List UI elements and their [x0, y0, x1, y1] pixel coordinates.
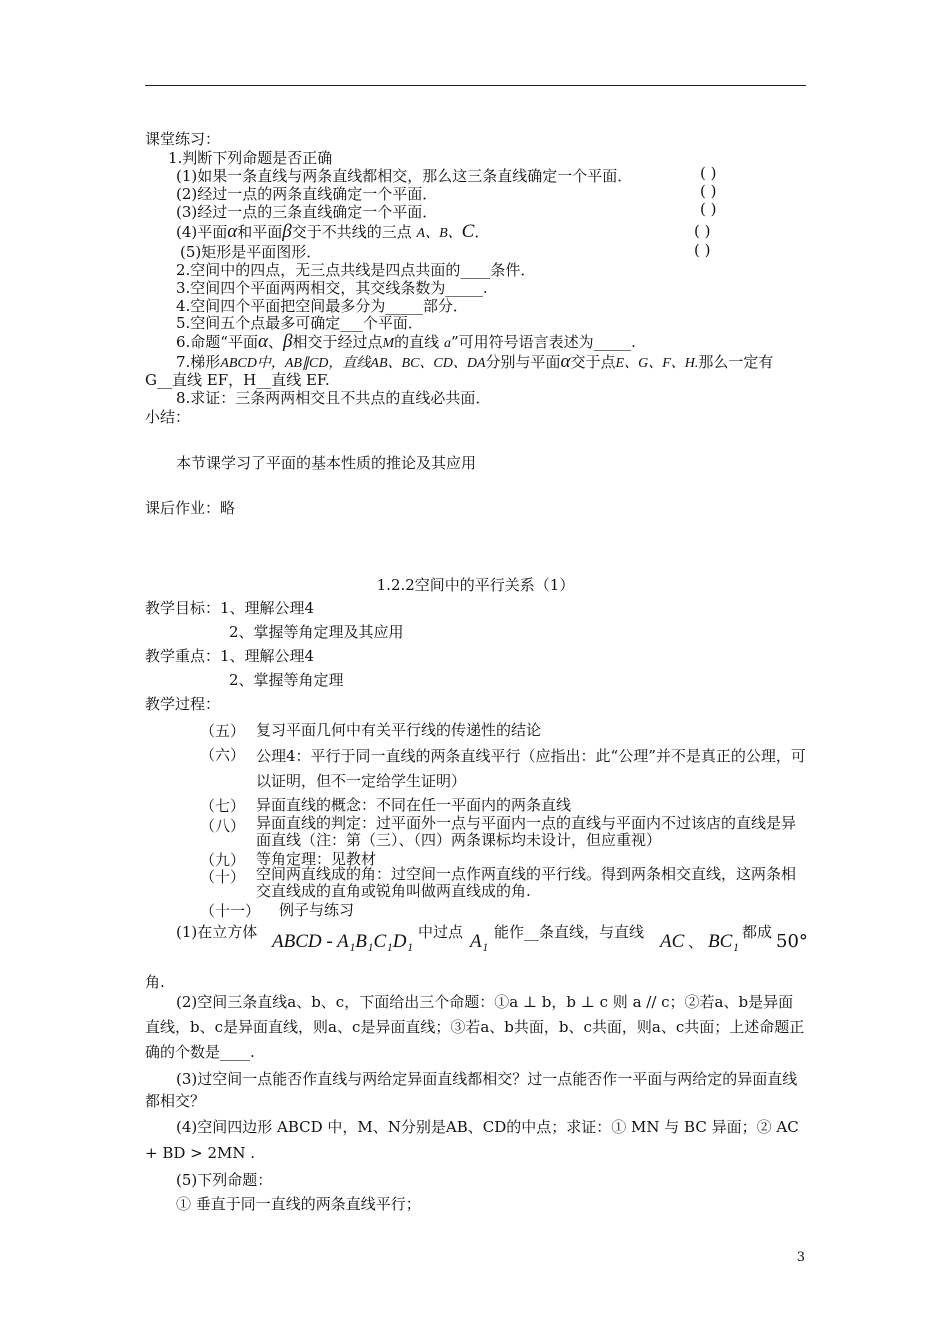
- line-bc1: BC₁: [708, 931, 739, 952]
- question-6-mid: 相交于经过点: [292, 333, 383, 351]
- process-heading: 教学过程：: [145, 695, 221, 713]
- line-ac: AC: [660, 931, 685, 952]
- question-8: 8.求证：三条两两相交且不共点的直线必共面．: [176, 389, 491, 407]
- example-1-mid: 中过点: [418, 923, 464, 941]
- practice-heading: 课堂练习：: [145, 130, 221, 148]
- question-3: 3.空间四个平面两两相交，其交线条数为_____.: [176, 279, 488, 297]
- goal-1: 教学目标：1、理解公理4: [145, 599, 315, 617]
- cube-name: ABCD - A₁B₁C₁D₁: [272, 931, 414, 952]
- beta-symbol: β: [282, 221, 292, 242]
- key-point-2: 2、掌握等角定理: [229, 671, 344, 689]
- header-rule: [145, 85, 806, 86]
- angle-value: 50°: [776, 931, 808, 952]
- goal-2: 2、掌握等角定理及其应用: [229, 623, 404, 641]
- alpha-symbol: α: [560, 351, 571, 372]
- example-3: (3)过空间一点能否作直线与两给定异面直线都相交？过一点能否作一平面与两给定的异面直线都相交？: [145, 1070, 798, 1110]
- summary-heading: 小结：: [145, 408, 191, 426]
- question-1: 1.判断下列命题是否正确: [168, 149, 333, 167]
- step-text: 等角定理：见教材: [256, 850, 377, 868]
- step-text: 异面直线的判定：过平面外一点与平面内一点的直线与平面内不过该店的直线是异面直线（注：第（三）、（四）两条课标均未设计，但应重视）: [256, 814, 797, 849]
- answer-bracket-3: ( ): [700, 200, 717, 218]
- statement-4-prefix: (4)平面: [176, 223, 228, 241]
- step-text: 公理4：平行于同一直线的两条直线平行（应指出：此“公理”并不是真正的公理，可以证明，但不一定给学生证明）: [256, 747, 806, 790]
- question-4: 4.空间四个平面把空间最多分为_____部分．: [176, 297, 468, 315]
- key-point-1: 教学重点：1、理解公理4: [145, 647, 315, 665]
- question-5: 5.空间五个点最多可确定___个平面．: [176, 314, 423, 332]
- statement-4-points: A、B、: [416, 226, 462, 241]
- step-tag: （五）: [200, 722, 246, 740]
- question-6-end: ”可用符号语言表述为_____.: [450, 333, 636, 351]
- homework-line: 课后作业：略: [145, 499, 236, 517]
- step-tag: （六）: [200, 746, 246, 764]
- statement-4: [176, 222, 489, 244]
- statement-2: (2)经过一点的两条直线确定一个平面．: [176, 185, 438, 203]
- step-tag: （七）: [200, 797, 246, 815]
- step-text: 异面直线的概念：不同在任一平面内的两条直线: [256, 796, 572, 814]
- answer-bracket-4: ( ): [694, 222, 711, 240]
- step-tag: （十）: [200, 868, 246, 886]
- answer-bracket-2: ( ): [700, 182, 717, 200]
- statement-3: (3)经过一点的三条直线确定一个平面．: [176, 203, 438, 221]
- question-7-mid: 分别与平面: [485, 353, 561, 371]
- statement-4-end: ．: [474, 223, 490, 241]
- example-5-item-1: ① 垂直于同一直线的两条直线平行；: [176, 1195, 421, 1213]
- step-text: 空间两直线成的角：过空间一点作两直线的平行线。得到两条相交直线，这两条相交直线成的直角或锐角叫做两直线成的角.: [256, 865, 797, 900]
- section-title: 1.2.2空间中的平行关系（1）: [376, 576, 575, 594]
- answer-bracket-5: ( ): [694, 241, 711, 259]
- question-7-points: E、G、F、H.: [615, 356, 699, 371]
- alpha-symbol: α: [257, 331, 268, 352]
- beta-symbol: β: [282, 331, 293, 352]
- question-7-prefix: 7.梯形: [176, 353, 221, 371]
- question-7-end: 那么一定有: [698, 353, 774, 371]
- point-m: M: [382, 336, 395, 351]
- statement-4-mid2: 交于不共线的三点: [291, 223, 412, 241]
- point-c: C: [461, 221, 475, 242]
- question-2: 2.空间中的四点，无三点共线是四点共面的____条件．: [176, 261, 536, 279]
- statement-4-mid: 和平面: [237, 223, 283, 241]
- question-7-mid2: 交于点: [570, 353, 616, 371]
- statement-1: (1)如果一条直线与两条直线都相交，那么这三条直线确定一个平面．: [176, 167, 633, 185]
- step-tag: （九）: [200, 851, 246, 869]
- point-a1: A₁: [470, 931, 489, 952]
- example-1-sep: 、: [688, 933, 704, 951]
- answer-bracket-1: ( ): [700, 164, 717, 182]
- example-5: (5)下列命题：: [176, 1171, 273, 1189]
- step-tag: （十一）: [200, 902, 261, 920]
- example-2: (2)空间三条直线a、b、c，下面给出三个命题：①a ⊥ b，b ⊥ c 则 a // c；②若a、b是异面直线，b、c是异面直线，则a、c是异面直线；③若a、b共面，b、c共面，则a、c共面；上述命题正确的个数是____.: [145, 993, 805, 1061]
- question-6-mid2: 的直线: [394, 333, 440, 351]
- example-1-mid2: 能作__条直线，与直线: [494, 923, 645, 941]
- page-number: 3: [796, 1250, 805, 1265]
- statement-5: (5)矩形是平面图形．: [180, 243, 322, 261]
- step-tag: （八）: [200, 817, 246, 835]
- step-text: 复习平面几何中有关平行线的传递性的结论: [256, 721, 542, 739]
- question-7-lines: ABCD中，AB∥CD，直线AB、BC、CD、DA: [220, 356, 486, 371]
- question-7-cont: G__直线 EF，H__直线 EF.: [145, 371, 330, 389]
- alpha-symbol: α: [227, 221, 238, 242]
- step-text: 例子与练习: [279, 901, 355, 919]
- example-4: (4)空间四边形 ABCD 中，M、N分别是AB、CD的中点；求证：① MN 与 BC 异面；② AC + BD > 2MN .: [145, 1118, 799, 1162]
- example-1-prefix: (1)在立方体: [176, 923, 258, 941]
- question-6-sep: 、: [267, 333, 283, 351]
- example-1-mid3: 都成: [742, 923, 773, 941]
- question-6-prefix: 6.命题“平面: [176, 333, 258, 351]
- example-1-end: 角.: [145, 973, 165, 991]
- summary-body: 本节课学习了平面的基本性质的推论及其应用: [176, 454, 477, 472]
- line-a: a: [443, 336, 451, 351]
